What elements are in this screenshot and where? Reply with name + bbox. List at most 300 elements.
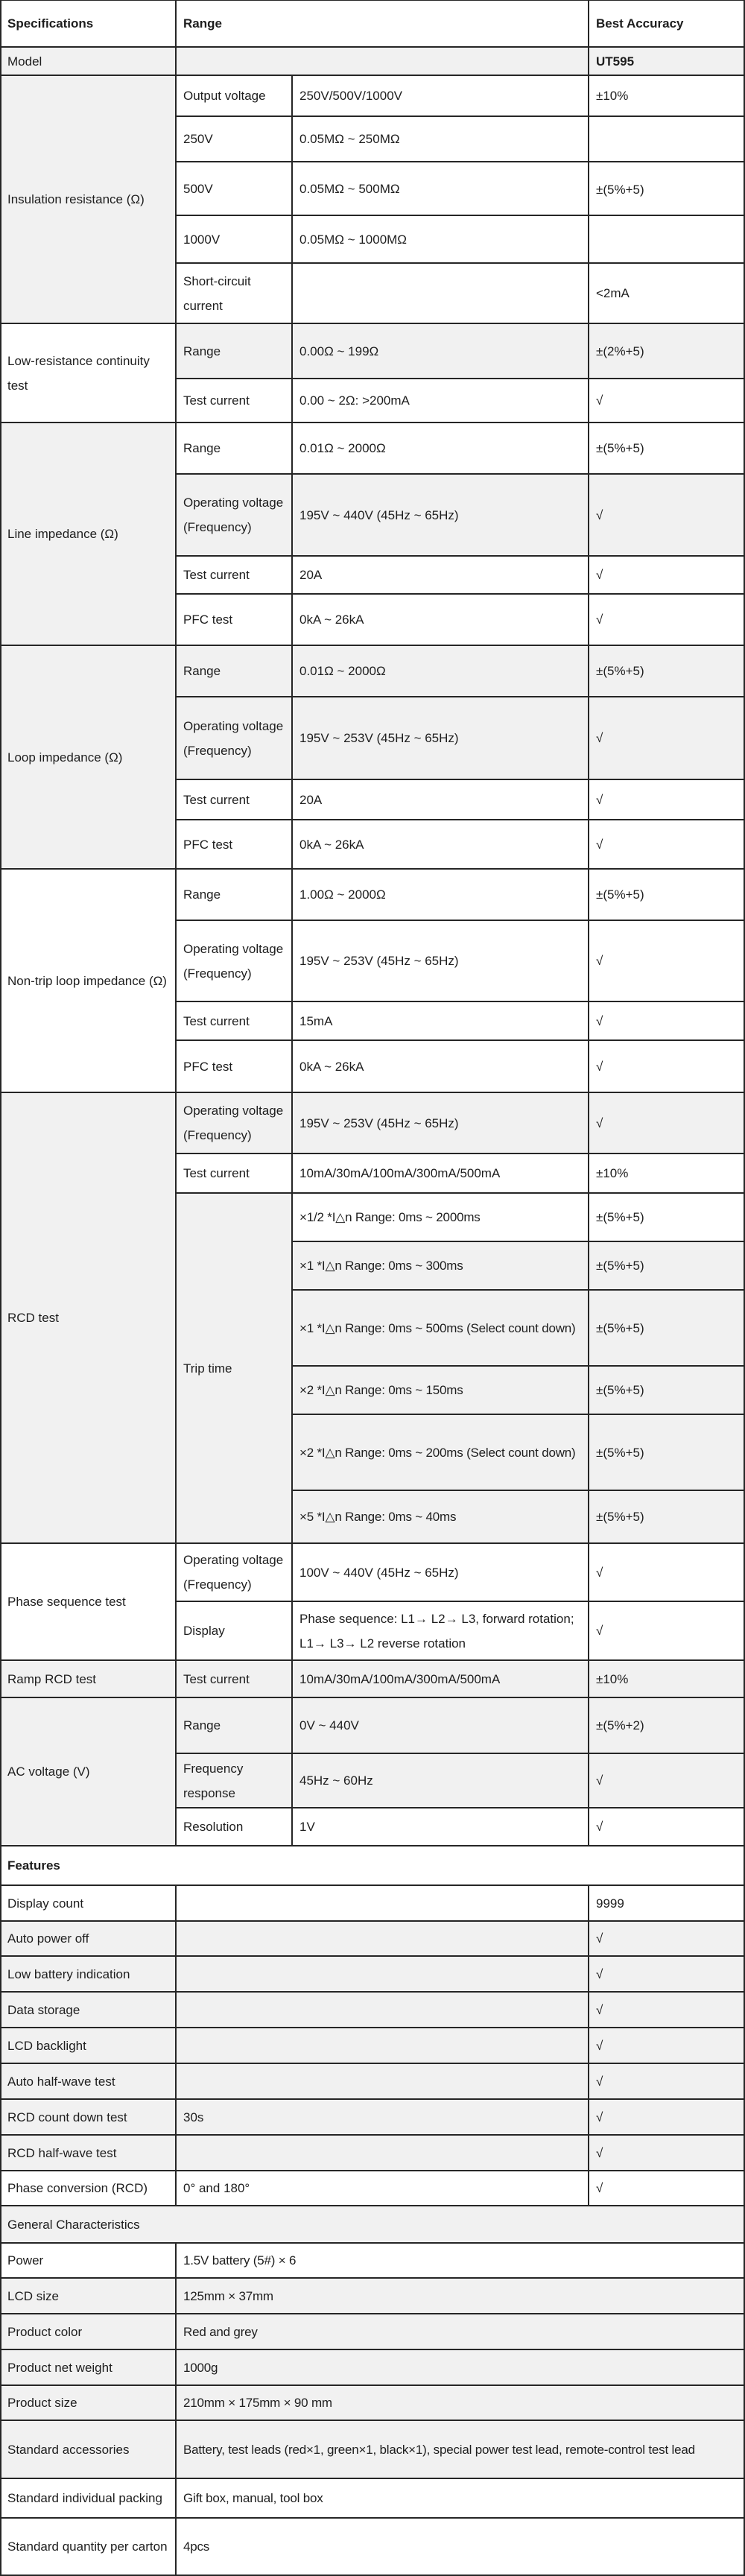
insulation-output-voltage-value-text: 250V/500V/1000V [299,89,403,103]
row-divider [0,1991,745,1993]
general-name [0,2478,176,2518]
general-value-text: Red and grey [183,2324,258,2339]
ac-frequency-value-text: 45Hz ~ 60Hz [299,1773,373,1788]
line-impedance-pfc-accuracy-text: √ [596,613,603,627]
insulation-short-circuit-label-text: Short-circuit current [183,273,251,313]
rcd-trip-accuracy [589,1414,745,1490]
ramp-rcd-current-accuracy-text: ±10% [596,1671,629,1686]
ac-voltage-label [0,1697,176,1846]
model-label-text: Model [7,54,42,69]
feature-value [589,1992,745,2028]
ac-voltage-label-text: AC voltage (V) [7,1765,90,1779]
rcd-voltage-value [292,1092,589,1153]
row-divider [176,1807,745,1808]
line-impedance-voltage-value-text: 195V ~ 440V (45Hz ~ 65Hz) [299,507,459,522]
feature-name-text: Auto power off [7,1931,89,1946]
rcd-voltage-label-text: Operating voltage (Frequency) [183,1104,284,1142]
general-name-text: Product net weight [7,2360,112,2375]
rcd-current-value-text: 10mA/30mA/100mA/300mA/500mA [299,1166,501,1180]
continuity-current-label-text: Test current [183,393,250,408]
ramp-rcd-current-value-text: 10mA/30mA/100mA/300mA/500mA [299,1671,501,1686]
row-divider [0,2277,745,2279]
general-value [176,2243,745,2278]
line-impedance-current-label-text: Test current [183,568,250,582]
rcd-voltage-label [176,1092,292,1153]
column-divider [588,0,589,1846]
row-divider [176,1039,745,1041]
row-divider [0,2478,745,2479]
header-best-accuracy-text: Best Accuracy [596,16,684,31]
row-divider [176,378,745,379]
general-value [176,2478,745,2518]
non-trip-loop-impedance-label-text: Non-trip loop impedance (Ω) [7,973,167,988]
general-value-text: 125mm × 37mm [183,2288,273,2303]
general-characteristics-title-text: General Characteristics [7,2217,140,2232]
model-value [589,47,745,75]
phase-display-accuracy-text: √ [596,1624,603,1638]
rcd-trip-range [292,1241,589,1290]
ac-range-accuracy-text: ±(5%+2) [596,1718,644,1732]
line-impedance-range-label-text: Range [183,441,221,455]
feature-range [176,2028,589,2063]
non-trip-loop-impedance-label [0,869,176,1092]
row-divider [0,75,745,76]
feature-value [589,2171,745,2206]
general-value-text: Gift box, manual, tool box [183,2491,323,2505]
row-divider [176,1753,745,1754]
line-impedance-pfc-accuracy [589,594,745,645]
continuity-test-label [0,323,176,423]
feature-value [589,2135,745,2171]
continuity-test-label-text: Low-resistance continuity test [7,353,150,393]
feature-range [176,1992,589,2028]
general-name [0,2518,176,2575]
ac-resolution-accuracy [589,1808,745,1846]
line-impedance-pfc-label-text: PFC test [183,613,233,627]
loop-impedance-current-value [292,779,589,820]
line-impedance-label-text: Line impedance (Ω) [7,527,118,541]
line-impedance-voltage-accuracy-text: √ [596,507,603,522]
row-divider [0,2170,745,2171]
row-divider [176,473,745,475]
feature-range [176,2171,589,2206]
general-name-text: Product size [7,2396,77,2410]
row-divider [0,1955,745,1957]
rcd-trip-range-text: ×1/2 *I△n Range: 0ms ~ 2000ms [299,1210,481,1224]
row-divider [176,819,745,820]
row-divider [0,1697,745,1698]
line-impedance-voltage-value [292,474,589,556]
loop-impedance-voltage-value [292,697,589,779]
continuity-range-label [176,323,292,379]
ac-frequency-value [292,1753,589,1808]
insulation-1000v-label-text: 1000V [183,232,221,247]
feature-value [589,2099,745,2135]
non-trip-pfc-accuracy-text: √ [596,1059,603,1074]
ac-frequency-accuracy [589,1753,745,1808]
feature-name-text: Data storage [7,2002,80,2017]
general-name [0,2349,176,2385]
line-impedance-range-accuracy [589,423,745,474]
non-trip-voltage-accuracy-text: √ [596,954,603,968]
feature-value-text: √ [596,1966,603,1981]
row-divider [0,2098,745,2100]
insulation-output-voltage-label [176,75,292,116]
general-name-text: Standard accessories [7,2442,130,2457]
row-divider [0,2313,745,2314]
insulation-250v-value-text: 0.05MΩ ~ 250MΩ [299,132,400,146]
loop-impedance-range-label-text: Range [183,664,221,678]
row-divider [0,2027,745,2028]
phase-display-value-text: Phase sequence: L1→ L2→ L3, forward rotation; L1→ L3→ L2 reverse rotation [299,1611,574,1651]
feature-value-text: √ [596,1931,603,1946]
row-divider [176,779,745,780]
loop-impedance-current-value-text: 20A [299,792,323,807]
loop-impedance-voltage-accuracy-text: √ [596,731,603,745]
feature-range [176,1921,589,1956]
row-divider [0,645,745,646]
general-value [176,2349,745,2385]
feature-name [0,2135,176,2171]
loop-impedance-pfc-label-text: PFC test [183,837,233,852]
feature-value [589,1921,745,1956]
general-name-text: LCD size [7,2288,59,2303]
non-trip-pfc-label-text: PFC test [183,1059,233,1074]
row-divider [0,1659,745,1661]
general-characteristics-title [0,2206,745,2243]
general-value [176,2278,745,2314]
line-impedance-label [0,423,176,645]
continuity-range-value-text: 0.00Ω ~ 199Ω [299,344,379,358]
rcd-test-label [0,1092,176,1543]
feature-value-text: √ [596,2145,603,2160]
rcd-trip-accuracy [589,1193,745,1241]
continuity-current-value [292,379,589,423]
rcd-trip-accuracy-text: ±(5%+5) [596,1320,644,1335]
row-divider [0,2384,745,2386]
continuity-current-accuracy-text: √ [596,393,603,408]
insulation-250v-label [176,116,292,162]
loop-impedance-current-accuracy [589,779,745,820]
row-divider [176,1001,745,1002]
non-trip-pfc-accuracy [589,1040,745,1092]
insulation-range-accuracy [589,116,745,263]
insulation-1000v-value-text: 0.05MΩ ~ 1000MΩ [299,232,408,247]
general-name [0,2385,176,2420]
continuity-current-value-text: 0.00 ~ 2Ω: >200mA [299,393,410,408]
row-divider [0,1920,745,1922]
phase-voltage-label-text: Operating voltage (Frequency) [183,1553,284,1592]
non-trip-range-accuracy [589,869,745,920]
feature-value-text: √ [596,2181,603,2195]
insulation-1000v-value [292,215,589,263]
feature-name [0,1956,176,1992]
ramp-rcd-label-text: Ramp RCD test [7,1671,97,1686]
loop-impedance-voltage-label [176,697,292,779]
rcd-trip-time-label [176,1193,292,1543]
features-title-text: Features [7,1858,60,1873]
rcd-trip-accuracy-text: ±(5%+5) [596,1210,644,1224]
loop-impedance-voltage-value-text: 195V ~ 253V (45Hz ~ 65Hz) [299,731,459,745]
line-impedance-voltage-accuracy [589,474,745,556]
phase-display-value [292,1601,589,1660]
column-divider [175,1885,177,2206]
loop-impedance-range-value [292,645,589,697]
general-name-text: Product color [7,2324,83,2339]
rcd-trip-range-text: ×1 *I△n Range: 0ms ~ 500ms (Select count down) [299,1320,576,1335]
general-name [0,2243,176,2278]
feature-range [176,2135,589,2171]
non-trip-current-accuracy [589,1001,745,1040]
row-divider [176,593,745,595]
rcd-trip-range-text: ×2 *I△n Range: 0ms ~ 200ms (Select count down) [299,1445,576,1460]
insulation-output-voltage-value [292,75,589,116]
ac-resolution-value-text: 1V [299,1820,315,1834]
line-impedance-current-label [176,556,292,594]
feature-range [176,1885,589,1921]
row-divider [0,2242,745,2244]
rcd-current-value [292,1153,589,1193]
column-divider [175,2243,177,2575]
general-name-text: Standard quantity per carton [7,2539,168,2554]
ac-resolution-value [292,1808,589,1846]
column-divider [0,0,1,2575]
feature-name [0,2063,176,2099]
phase-voltage-value-text: 100V ~ 440V (45Hz ~ 65Hz) [299,1565,459,1580]
insulation-short-circuit-accuracy [589,263,745,323]
rcd-trip-accuracy-text: ±(5%+5) [596,1510,644,1524]
feature-value-text: 9999 [596,1896,624,1911]
loop-impedance-current-accuracy-text: √ [596,792,603,807]
general-value-text: 210mm × 175mm × 90 mm [183,2396,332,2410]
insulation-resistance-label-text: Insulation resistance (Ω) [7,192,145,206]
loop-impedance-label-text: Loop impedance (Ω) [7,750,123,765]
loop-impedance-range-accuracy-text: ±(5%+5) [596,664,644,678]
rcd-trip-range [292,1366,589,1414]
insulation-output-voltage-accuracy-text: ±10% [596,89,629,103]
ac-range-label-text: Range [183,1718,221,1732]
loop-impedance-label [0,645,176,869]
rcd-voltage-accuracy-text: √ [596,1115,603,1130]
ac-frequency-label-text: Frequency response [183,1761,244,1800]
rcd-current-label [176,1153,292,1193]
header-range [176,0,589,47]
phase-display-label [176,1601,292,1660]
line-impedance-voltage-label [176,474,292,556]
row-divider [176,1153,745,1154]
insulation-short-circuit-label [176,263,292,323]
loop-impedance-pfc-accuracy [589,820,745,869]
general-name [0,2420,176,2478]
row-divider [176,696,745,697]
feature-name-text: RCD count down test [7,2110,127,2124]
continuity-range-label-text: Range [183,344,221,358]
feature-name-text: Auto half-wave test [7,2074,115,2089]
general-value-text: 1000g [183,2360,218,2375]
insulation-short-circuit-value [292,263,589,323]
row-divider [292,1365,745,1367]
insulation-output-voltage-accuracy [589,75,745,116]
feature-name-text: RCD half-wave test [7,2145,117,2160]
row-divider [0,2134,745,2136]
non-trip-voltage-value [292,920,589,1001]
rcd-trip-range [292,1290,589,1366]
header-specifications [0,0,176,47]
feature-value-text: √ [596,2002,603,2017]
line-impedance-pfc-label [176,594,292,645]
row-divider [0,2349,745,2350]
ac-resolution-accuracy-text: √ [596,1820,603,1834]
row-divider [0,0,745,1]
rcd-current-accuracy-text: ±10% [596,1166,629,1180]
non-trip-current-accuracy-text: √ [596,1013,603,1028]
row-divider [0,422,745,423]
general-value-text: 1.5V battery (5#) × 6 [183,2253,297,2268]
rcd-trip-accuracy [589,1490,745,1543]
phase-display-accuracy [589,1601,745,1660]
rcd-trip-accuracy [589,1241,745,1290]
non-trip-range-label-text: Range [183,887,221,902]
feature-name [0,2028,176,2063]
row-divider [292,1241,745,1242]
loop-impedance-range-label [176,645,292,697]
insulation-250v-value [292,116,589,162]
feature-name [0,1921,176,1956]
row-divider [0,1542,745,1544]
feature-range-text: 0° and 180° [183,2181,250,2195]
row-divider [0,1884,745,1886]
ramp-rcd-label [0,1660,176,1697]
rcd-trip-range-text: ×5 *I△n Range: 0ms ~ 40ms [299,1510,457,1524]
feature-name-text: Display count [7,1896,84,1911]
phase-voltage-accuracy [589,1543,745,1601]
model-range [176,47,589,75]
insulation-short-circuit-accuracy-text: <2mA [596,286,630,300]
line-impedance-current-value [292,556,589,594]
features-title [0,1846,745,1885]
row-divider [0,2205,745,2206]
feature-value [589,2028,745,2063]
feature-name [0,2171,176,2206]
general-value [176,2518,745,2575]
rcd-voltage-value-text: 195V ~ 253V (45Hz ~ 65Hz) [299,1115,459,1130]
insulation-1000v-label [176,215,292,263]
feature-value [589,1885,745,1921]
ac-frequency-label [176,1753,292,1808]
feature-range [176,1956,589,1992]
phase-voltage-value [292,1543,589,1601]
insulation-500v-label [176,162,292,215]
insulation-500v-value [292,162,589,215]
loop-impedance-voltage-accuracy [589,697,745,779]
row-divider [0,2063,745,2064]
feature-value-text: √ [596,2110,603,2124]
phase-sequence-label-text: Phase sequence test [7,1595,126,1609]
rcd-trip-range [292,1193,589,1241]
continuity-range-accuracy [589,323,745,379]
loop-impedance-pfc-value-text: 0kA ~ 26kA [299,837,364,852]
non-trip-voltage-label [176,920,292,1001]
row-divider [292,1414,745,1415]
non-trip-current-label-text: Test current [183,1013,250,1028]
line-impedance-range-accuracy-text: ±(5%+5) [596,441,644,455]
insulation-range-accuracy-text: ±(5%+5) [596,183,644,197]
non-trip-current-label [176,1001,292,1040]
feature-value-text: √ [596,2038,603,2053]
column-divider [588,1885,589,2206]
general-name-text: Standard individual packing [7,2491,162,2505]
feature-name [0,1885,176,1921]
ac-range-label [176,1697,292,1753]
non-trip-voltage-value-text: 195V ~ 253V (45Hz ~ 65Hz) [299,954,459,968]
row-divider [176,215,745,216]
row-divider [0,1092,745,1093]
continuity-current-accuracy [589,379,745,423]
phase-voltage-label [176,1543,292,1601]
feature-range [176,2063,589,2099]
ac-range-accuracy [589,1697,745,1753]
feature-name-text: LCD backlight [7,2038,86,2053]
model-label [0,47,176,75]
loop-impedance-pfc-value [292,820,589,869]
non-trip-range-value [292,869,589,920]
line-impedance-range-value [292,423,589,474]
line-impedance-range-label [176,423,292,474]
non-trip-range-value-text: 1.00Ω ~ 2000Ω [299,887,386,902]
non-trip-current-value-text: 15mA [299,1013,333,1028]
feature-name-text: Phase conversion (RCD) [7,2181,148,2195]
rcd-trip-accuracy-text: ±(5%+5) [596,1383,644,1397]
row-divider [176,1601,745,1602]
non-trip-voltage-label-text: Operating voltage (Frequency) [183,941,284,981]
general-value-text: 4pcs [183,2539,210,2554]
row-divider [176,555,745,557]
line-impedance-pfc-value [292,594,589,645]
general-name [0,2278,176,2314]
row-divider [292,1490,745,1491]
insulation-250v-label-text: 250V [183,132,213,146]
general-value [176,2420,745,2478]
row-divider [0,2517,745,2519]
rcd-voltage-accuracy [589,1092,745,1153]
header-specifications-text: Specifications [7,16,94,31]
ac-range-value [292,1697,589,1753]
row-divider [0,323,745,324]
rcd-trip-accuracy [589,1290,745,1366]
general-value [176,2314,745,2349]
ac-range-value-text: 0V ~ 440V [299,1718,359,1732]
line-impedance-range-value-text: 0.01Ω ~ 2000Ω [299,441,386,455]
row-divider [176,1192,745,1194]
feature-value [589,1956,745,1992]
feature-name [0,1992,176,2028]
rcd-trip-accuracy [589,1366,745,1414]
row-divider [0,2420,745,2421]
column-divider [291,75,293,1846]
non-trip-range-accuracy-text: ±(5%+5) [596,887,644,902]
rcd-trip-range [292,1414,589,1490]
rcd-trip-accuracy-text: ±(5%+5) [596,1445,644,1460]
ramp-rcd-current-label [176,1660,292,1697]
non-trip-voltage-accuracy [589,920,745,1001]
phase-voltage-accuracy-text: √ [596,1565,603,1580]
continuity-range-accuracy-text: ±(2%+5) [596,344,644,358]
row-divider [0,1845,745,1846]
rcd-trip-range-text: ×1 *I△n Range: 0ms ~ 300ms [299,1259,463,1273]
row-divider [176,115,745,117]
loop-impedance-voltage-label-text: Operating voltage (Frequency) [183,718,284,758]
feature-range-text: 30s [183,2110,204,2124]
